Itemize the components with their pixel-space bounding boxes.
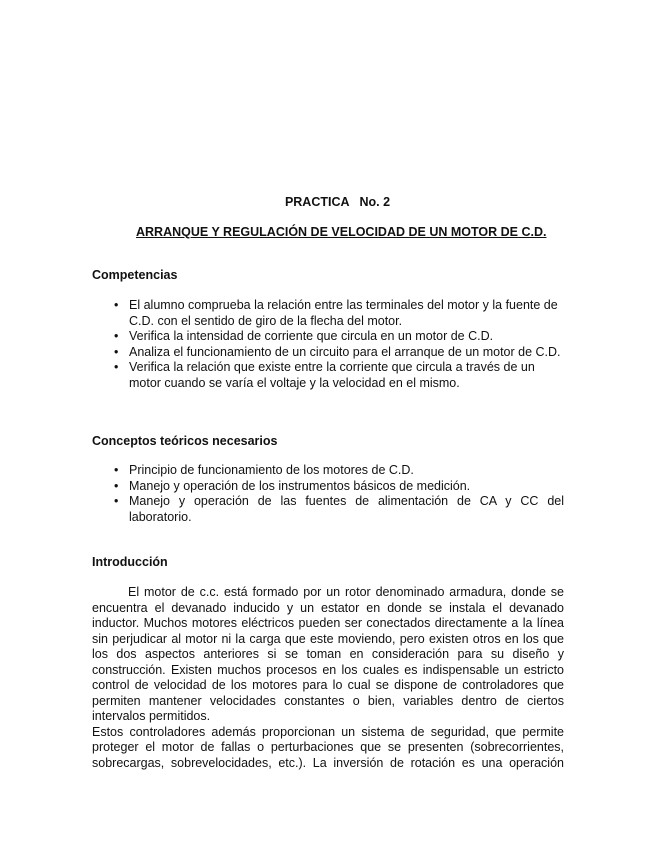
conceptos-heading: Conceptos teóricos necesarios <box>92 434 278 448</box>
practice-subtitle: ARRANQUE Y REGULACIÓN DE VELOCIDAD DE UN MOTOR DE C.D. <box>136 225 547 239</box>
list-item: • El alumno comprueba la relación entre las terminales del motor y la fuente de C.D. con el sentido de giro de la flecha del motor. <box>92 298 564 329</box>
competencias-heading: Competencias <box>92 268 178 282</box>
list-item: • Analiza el funcionamiento de un circuito para el arranque de un motor de C.D. <box>92 345 564 361</box>
introduccion-heading: Introducción <box>92 555 168 569</box>
conceptos-list <box>92 463 564 525</box>
competencias-list <box>92 298 564 391</box>
practice-title: PRACTICA No. 2 <box>284 195 391 209</box>
list-item: • Verifica la relación que existe entre la corriente que circula a través de un motor cuando se varía el voltaje y la velocidad en el mismo. <box>92 360 564 391</box>
list-item: • Principio de funcionamiento de los motores de C.D. <box>92 463 564 479</box>
list-item: • Verifica la intensidad de corriente que circula en un motor de C.D. <box>92 329 564 345</box>
list-item: • Manejo y operación de los instrumentos básicos de medición. <box>92 479 564 495</box>
list-item: • Manejo y operación de las fuentes de alimentación de CA y CC del laboratorio. <box>92 494 564 525</box>
introduccion-paragraph-2: Estos controladores además proporcionan un sistema de seguridad, que permite proteger el motor de fallas o perturbaciones que se presenten (sobrecorrientes, sobrecargas, sobrevelocidades, etc.). La inversión de rotación es una operación <box>92 724 564 770</box>
introduccion-paragraph-1: El motor de c.c. está formado por un rotor denominado armadura, donde se encuentra el devanado inducido y un estator en donde se instala el devanado inductor. Muchos motores eléctricos pueden ser conectados directamente a la línea sin perjudicar al motor ni la carga que este moviendo, pero existen otros en los que los dos aspectos anteriores si se toman en consideración para su diseño y construcción. Existen muchos procesos en los cuales es indispensable un estricto control de velocidad de los motores para lo cual se dispone de controladores que permiten mantener velocidades constantes o bien, variables dentro de ciertos intervalos permitidos. <box>92 585 564 723</box>
introduccion-body <box>92 585 564 771</box>
